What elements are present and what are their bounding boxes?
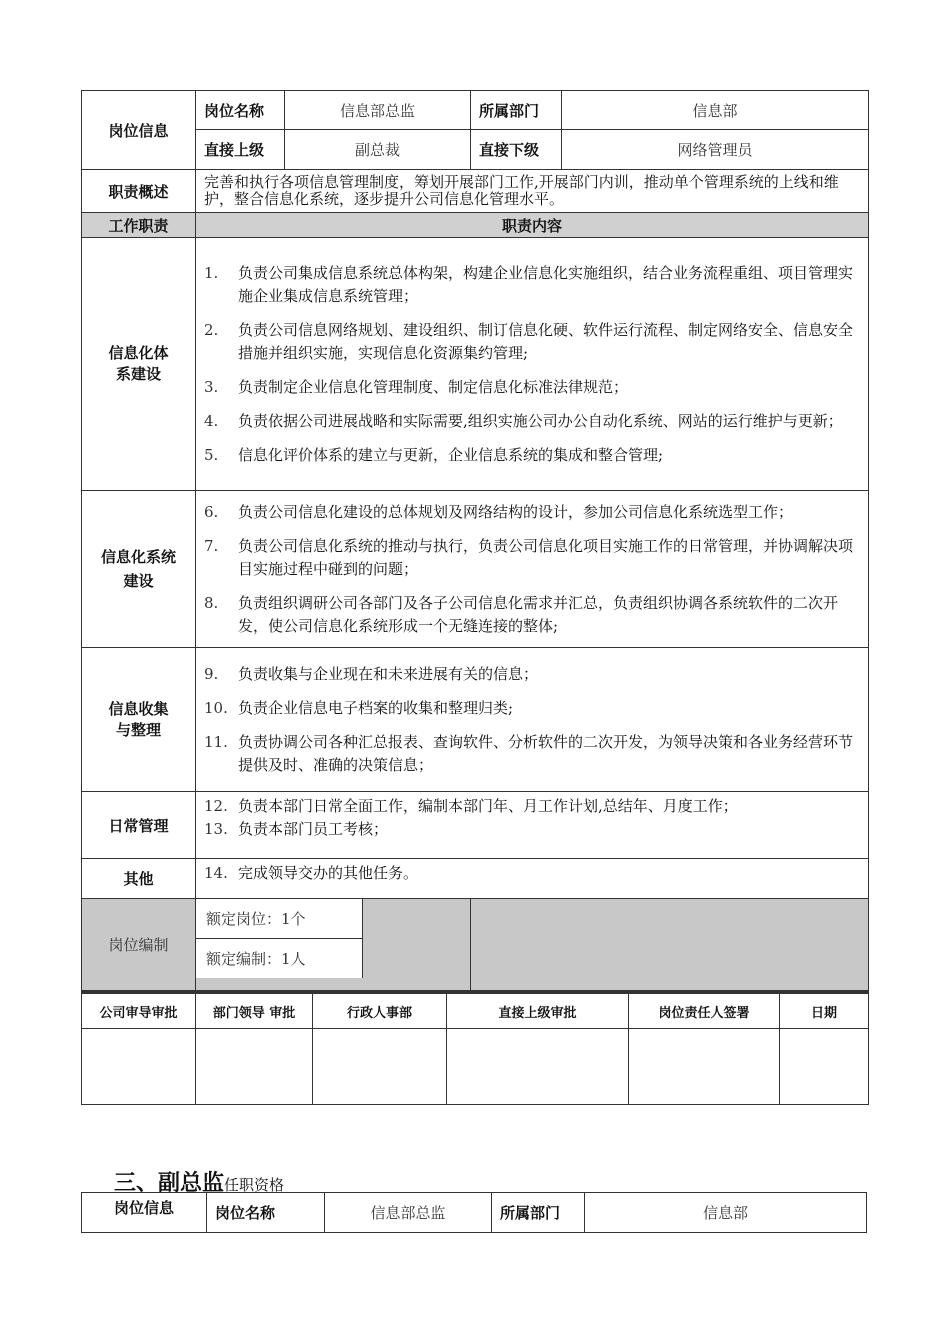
superior-value: 副总裁 — [285, 130, 471, 170]
approval-cell-hr[interactable] — [313, 1029, 447, 1105]
position-name-value: 信息部总监 — [285, 91, 471, 130]
subordinate-label: 直接下级 — [471, 130, 562, 170]
department-label: 所属部门 — [471, 91, 562, 130]
section-3-form — [81, 1192, 866, 1233]
section-3-position-name-value: 信息部总监 — [325, 1193, 492, 1233]
duty-item: 9. 负责收集与企业现在和未来进展有关的信息； — [204, 664, 539, 683]
duty-item: 12. 负责本部门日常全面工作，编制本部门年、月工作计划,总结年、月度工作； — [204, 797, 738, 815]
duty-group-items — [196, 792, 869, 859]
duty-group-label: 日常管理 — [82, 792, 196, 859]
duty-item: 10. 负责企业信息电子档案的收集和整理归类; — [204, 698, 514, 717]
duty-group-items — [196, 859, 869, 899]
approval-col-holder: 岗位责任人签署 — [629, 993, 780, 1029]
section-3-title-sub: 任职资格 — [224, 1176, 285, 1194]
job-description-form — [81, 90, 868, 1105]
duties-header-right: 职责内容 — [196, 213, 869, 238]
superior-label: 直接上级 — [196, 130, 285, 170]
approval-cell-date[interactable] — [780, 1029, 869, 1105]
section-3-department-value: 信息部 — [585, 1193, 867, 1233]
section-3-department-label: 所属部门 — [492, 1193, 585, 1233]
staffing-label: 岗位编制 — [82, 899, 196, 991]
approval-cell-superior[interactable] — [447, 1029, 629, 1105]
duty-item: 8. 负责组织调研公司各部门及各子公司信息化需求并汇总，负责组织协调各系统软件的二次开发，使公司信息化系统形成一个无缝连接的整体; — [204, 593, 839, 635]
summary-label: 职责概述 — [82, 170, 196, 213]
duty-group-label: 信息化系统 建设 — [82, 491, 196, 648]
duty-group-items — [196, 648, 869, 792]
approval-col-hr: 行政人事部 — [313, 993, 447, 1029]
duty-item: 3. 负责制定企业信息化管理制度、制定信息化标准法律规范； — [204, 377, 629, 396]
duty-item: 14. 完成领导交办的其他任务。 — [204, 864, 419, 882]
approval-col-superior: 直接上级审批 — [447, 993, 629, 1029]
section-3-position-name-label: 岗位名称 — [207, 1193, 325, 1233]
approval-cell-holder[interactable] — [629, 1029, 780, 1105]
duty-item: 13. 负责本部门员工考核； — [204, 820, 389, 838]
approval-cell-company[interactable] — [82, 1029, 196, 1105]
approval-col-date: 日期 — [780, 993, 869, 1029]
approval-col-company: 公司审导审批 — [82, 993, 196, 1029]
position-table — [81, 90, 869, 991]
staffing-blank — [471, 899, 869, 991]
section-3-position-table — [81, 1192, 867, 1233]
section-3-position-info-label: 岗位信息 — [82, 1193, 207, 1233]
duty-group-label: 其他 — [82, 859, 196, 899]
staffing-headcount: 额定编制：1人 — [206, 950, 306, 968]
approval-col-dept-leader: 部门领导 审批 — [196, 993, 313, 1029]
subordinate-value: 网络管理员 — [562, 130, 869, 170]
position-info-label: 岗位信息 — [82, 91, 196, 170]
duty-item: 7. 负责公司信息化系统的推动与执行，负责公司信息化项目实施工作的日常管理，并协调解决项目实施过程中碰到的问题； — [204, 536, 854, 578]
duty-group-items — [196, 238, 869, 491]
section-3-title-main: 三、副总监 — [114, 1171, 225, 1196]
summary-text: 完善和执行各项信息管理制度，筹划开展部门工作,开展部门内训，推动单个管理系统的上线和维护，整合信息化系统，逐步提升公司信息化管理水平。 — [196, 170, 869, 213]
duty-item: 4. 负责依据公司进展战略和实际需要,组织实施公司办公自动化系统、网站的运行维护与更新； — [204, 411, 843, 430]
staffing-values — [196, 899, 471, 991]
duty-group-items — [196, 491, 869, 648]
duty-group-label: 信息化体 系建设 — [82, 238, 196, 491]
department-value: 信息部 — [562, 91, 869, 130]
duty-item: 11. 负责协调公司各种汇总报表、查询软件、分析软件的二次开发，为领导决策和各业务经营环节提供及时、准确的决策信息； — [204, 732, 854, 774]
staffing-positions: 额定岗位：1个 — [196, 899, 362, 939]
duty-item: 2. 负责公司信息网络规划、建设组织、制订信息化硬、软件运行流程、制定网络安全、信息安全措施并组织实施，实现信息化资源集约管理; — [204, 320, 854, 362]
position-name-label: 岗位名称 — [196, 91, 285, 130]
duty-item: 5. 信息化评价体系的建立与更新，企业信息系统的集成和整合管理; — [204, 445, 664, 464]
duty-group-label: 信息收集 与整理 — [82, 648, 196, 792]
duties-header-left: 工作职责 — [82, 213, 196, 238]
duty-item: 1. 负责公司集成信息系统总体构架，构建企业信息化实施组织，结合业务流程重组、项目管理实施企业集成信息系统管理； — [204, 263, 854, 305]
approval-cell-dept-leader[interactable] — [196, 1029, 313, 1105]
approval-table — [81, 991, 869, 1105]
duty-item: 6. 负责公司信息化建设的总体规划及网络结构的设计，参加公司信息化系统选型工作； — [204, 502, 794, 521]
